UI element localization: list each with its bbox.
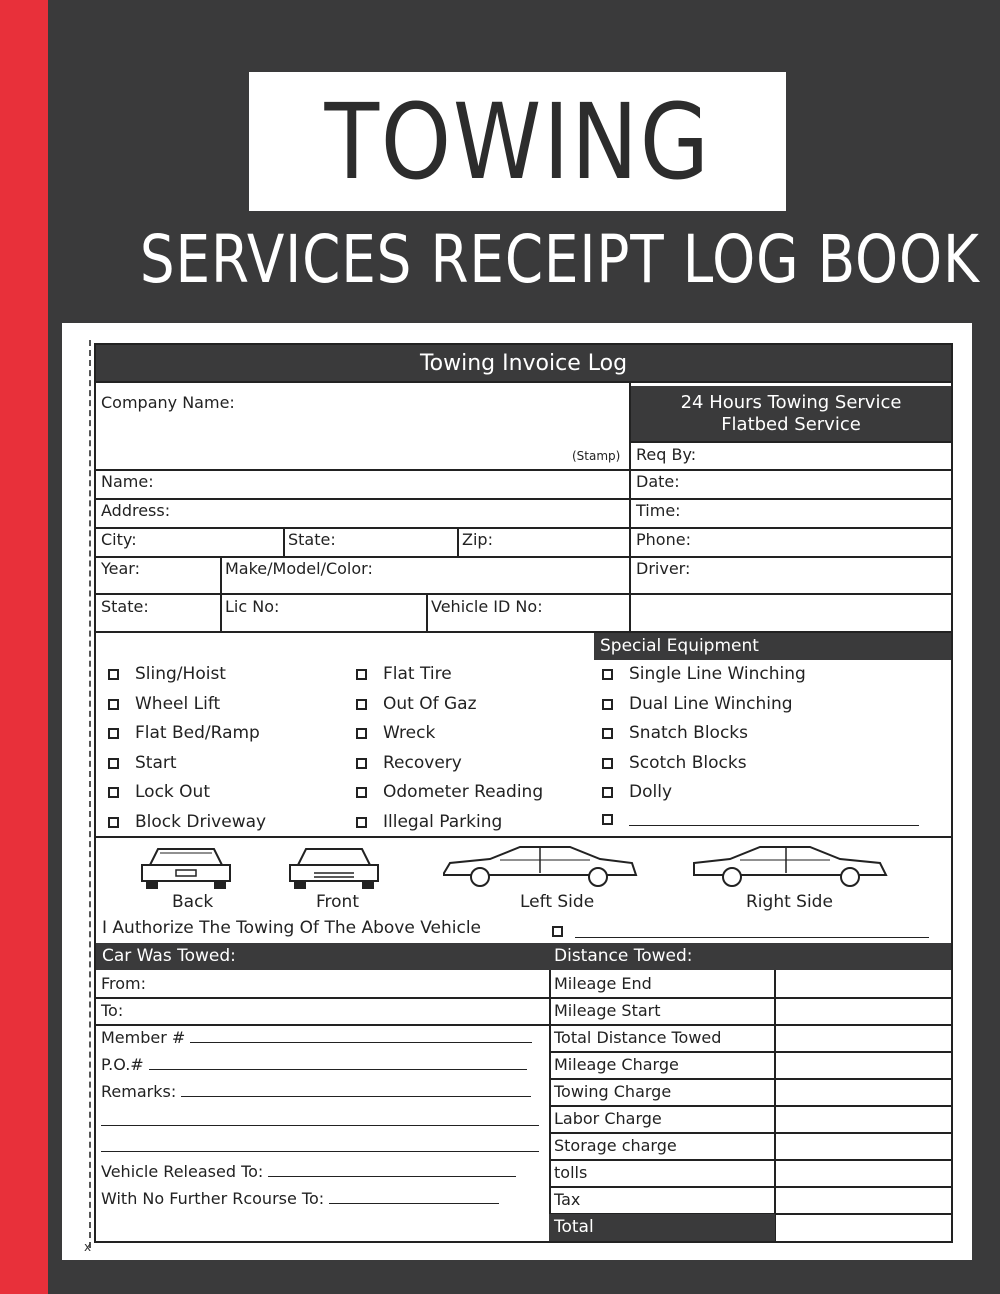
- lic-no-label: Lic No:: [225, 597, 280, 616]
- divider: [549, 1186, 951, 1188]
- checkbox[interactable]: [108, 787, 119, 798]
- date-label: Date:: [636, 472, 680, 491]
- checkbox[interactable]: [108, 758, 119, 769]
- po-text: P.O.#: [101, 1055, 144, 1074]
- checklist-item[interactable]: [356, 664, 452, 684]
- member-blank-line[interactable]: [190, 1029, 532, 1043]
- stamp-label: (Stamp): [572, 449, 621, 463]
- special-equipment-header: [594, 633, 951, 660]
- remarks-label: [101, 1082, 531, 1101]
- make-model-label: Make/Model/Color:: [225, 559, 373, 578]
- checkbox[interactable]: [108, 699, 119, 710]
- from-label: From:: [101, 974, 147, 993]
- checklist-item[interactable]: [602, 694, 793, 714]
- checklist-label: Dolly: [629, 782, 672, 802]
- phone-label: Phone:: [636, 530, 691, 549]
- divider: [283, 527, 285, 556]
- checklist-label: Flat Tire: [383, 664, 452, 684]
- car-front-icon: [284, 843, 384, 891]
- distance-towed-title: Distance Towed:: [554, 946, 693, 966]
- zip-label: Zip:: [462, 530, 493, 549]
- cut-line: [89, 340, 91, 1248]
- checkbox[interactable]: [602, 699, 613, 710]
- checklist-label: Odometer Reading: [383, 782, 544, 802]
- total-label: Total: [554, 1217, 594, 1237]
- car-left-caption: Left Side: [520, 892, 595, 912]
- recourse-blank-line[interactable]: [329, 1190, 499, 1204]
- checklist-label: Dual Line Winching: [629, 694, 793, 714]
- member-label: [101, 1028, 532, 1047]
- divider: [549, 1051, 951, 1053]
- checkbox[interactable]: [356, 669, 367, 680]
- divider: [96, 593, 951, 595]
- authorize-signature-line[interactable]: [575, 924, 929, 938]
- checkbox[interactable]: [602, 728, 613, 739]
- checkbox[interactable]: [356, 758, 367, 769]
- divider: [96, 498, 951, 500]
- released-to-text: Vehicle Released To:: [101, 1162, 264, 1181]
- member-text: Member #: [101, 1028, 186, 1047]
- checklist-item[interactable]: [108, 782, 210, 802]
- time-label: Time:: [636, 501, 681, 520]
- checklist-item[interactable]: [602, 664, 806, 684]
- car-right-side-icon: [690, 843, 890, 889]
- remarks-line-2[interactable]: [101, 1125, 539, 1126]
- released-to-blank-line[interactable]: [268, 1163, 516, 1177]
- title-box: [249, 72, 786, 211]
- form-header-title: Towing Invoice Log: [419, 350, 628, 376]
- cut-mark: x: [84, 1240, 92, 1254]
- checkbox[interactable]: [356, 817, 367, 828]
- name-label: Name:: [101, 472, 154, 491]
- towing-invoice-form: [94, 343, 953, 1243]
- cover-title: TOWING: [324, 80, 711, 203]
- charge-label: Total Distance Towed: [554, 1028, 722, 1047]
- divider: [549, 1159, 951, 1161]
- remarks-blank-line[interactable]: [181, 1083, 531, 1097]
- cover-subtitle: SERVICES RECEIPT LOG BOOK: [139, 221, 980, 298]
- checkbox[interactable]: [356, 728, 367, 739]
- checklist-label: Scotch Blocks: [629, 753, 747, 773]
- checklist-label: Single Line Winching: [629, 664, 806, 684]
- state2-label: State:: [101, 597, 149, 616]
- divider: [549, 1132, 951, 1134]
- po-blank-line[interactable]: [149, 1056, 527, 1070]
- checklist-label: Flat Bed/Ramp: [135, 723, 260, 743]
- divider: [96, 836, 951, 838]
- charge-label: Towing Charge: [554, 1082, 672, 1101]
- checklist-item[interactable]: [602, 812, 919, 826]
- service-line-1: 24 Hours Towing Service: [680, 392, 902, 413]
- checkbox[interactable]: [602, 669, 613, 680]
- driver-label: Driver:: [636, 559, 691, 578]
- checklist-label: Wheel Lift: [135, 694, 221, 714]
- checkbox[interactable]: [552, 926, 563, 937]
- checklist-label: Recovery: [383, 753, 462, 773]
- checklist-label: Sling/Hoist: [135, 664, 226, 684]
- charge-label: Mileage End: [554, 974, 652, 993]
- authorize-label: I Authorize The Towing Of The Above Vehicle: [102, 918, 482, 938]
- state-label: State:: [288, 530, 336, 549]
- address-label: Address:: [101, 501, 171, 520]
- form-header: [96, 345, 951, 381]
- remarks-text: Remarks:: [101, 1082, 177, 1101]
- checklist-item[interactable]: [356, 723, 435, 743]
- car-towed-title: Car Was Towed:: [102, 946, 236, 966]
- car-front-caption: Front: [316, 892, 359, 912]
- charge-label: Mileage Start: [554, 1001, 661, 1020]
- checklist-item[interactable]: [602, 723, 748, 743]
- other-blank-line[interactable]: [629, 812, 919, 826]
- car-towed-header: [96, 943, 951, 970]
- charge-label: Labor Charge: [554, 1109, 662, 1128]
- divider: [96, 997, 951, 999]
- req-by-label: Req By:: [636, 445, 697, 464]
- checkbox[interactable]: [108, 728, 119, 739]
- checkbox[interactable]: [356, 699, 367, 710]
- car-back-caption: Back: [172, 892, 214, 912]
- vehicle-id-label: Vehicle ID No:: [431, 597, 543, 616]
- checklist-label: Start: [135, 753, 177, 773]
- recourse-label: [101, 1189, 499, 1208]
- remarks-line-3[interactable]: [101, 1151, 539, 1152]
- checkbox[interactable]: [108, 669, 119, 680]
- charge-label: Tax: [554, 1190, 581, 1209]
- checklist-label: Out Of Gaz: [383, 694, 477, 714]
- book-spine: [0, 0, 48, 1294]
- charge-label: Mileage Charge: [554, 1055, 679, 1074]
- checkbox[interactable]: [356, 787, 367, 798]
- divider: [96, 1024, 951, 1026]
- checklist-label: Wreck: [383, 723, 436, 743]
- checkbox[interactable]: [602, 787, 613, 798]
- checklist-label: Snatch Blocks: [629, 723, 749, 743]
- company-name-label: Company Name:: [101, 393, 235, 412]
- divider: [96, 469, 951, 471]
- divider: [96, 381, 951, 383]
- checklist-label: Block Driveway: [135, 812, 267, 832]
- divider: [96, 556, 951, 558]
- divider: [426, 593, 428, 631]
- city-label: City:: [101, 530, 137, 549]
- checklist-item[interactable]: [356, 694, 477, 714]
- total-cell: [549, 1214, 775, 1241]
- checklist-item[interactable]: [108, 723, 260, 743]
- car-left-side-icon: [440, 843, 640, 889]
- checklist-item[interactable]: [356, 782, 543, 802]
- checklist-item[interactable]: [602, 782, 672, 802]
- checklist-item[interactable]: [602, 753, 747, 773]
- checklist-item[interactable]: [108, 694, 220, 714]
- po-label: [101, 1055, 527, 1074]
- service-line-2: Flatbed Service: [721, 414, 861, 435]
- divider: [629, 441, 951, 443]
- checklist-item[interactable]: [108, 812, 266, 832]
- checklist-label: Lock Out: [135, 782, 210, 802]
- checklist-item[interactable]: [356, 812, 502, 832]
- divider: [96, 527, 951, 529]
- divider: [549, 1105, 951, 1107]
- to-label: To:: [101, 1001, 124, 1020]
- charge-label: tolls: [554, 1163, 588, 1182]
- divider: [457, 527, 459, 556]
- checklist-item[interactable]: [356, 753, 462, 773]
- checklist-item[interactable]: [108, 664, 226, 684]
- authorize-checkbox-row[interactable]: [552, 924, 929, 938]
- recourse-text: With No Further Rcourse To:: [101, 1189, 325, 1208]
- checkbox[interactable]: [108, 817, 119, 828]
- car-right-caption: Right Side: [746, 892, 833, 912]
- released-to-label: [101, 1162, 516, 1181]
- checkbox[interactable]: [602, 758, 613, 769]
- year-label: Year:: [101, 559, 140, 578]
- divider: [549, 1078, 951, 1080]
- car-back-icon: [136, 843, 236, 891]
- checklist-item[interactable]: [108, 753, 177, 773]
- special-equipment-title: Special Equipment: [600, 636, 759, 656]
- checklist-label: Illegal Parking: [383, 812, 503, 832]
- service-box: [631, 386, 951, 441]
- checkbox[interactable]: [602, 814, 613, 825]
- charge-label: Storage charge: [554, 1136, 677, 1155]
